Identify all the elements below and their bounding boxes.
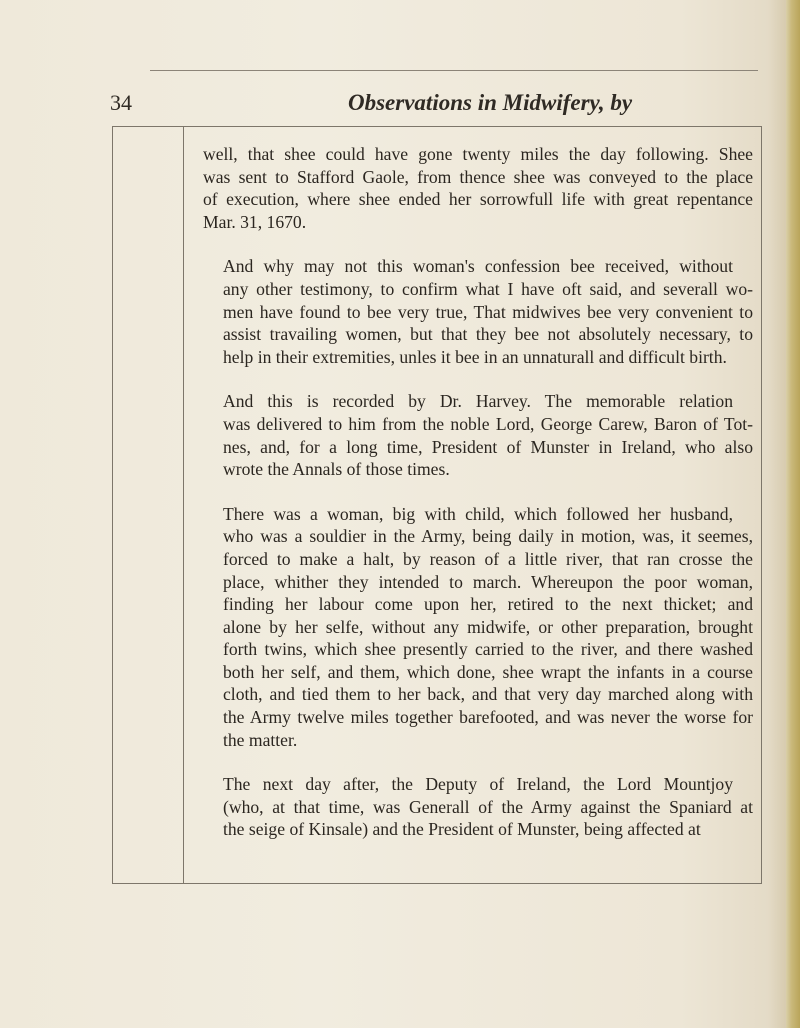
text-line: well, that shee could have gone twenty miles the day following. Shee	[203, 144, 753, 164]
text-line: forth twins, which shee presently carried to the river, and there washed	[223, 639, 753, 660]
text-line: nes, and, for a long time, President of Munster in Ireland, who also	[223, 436, 753, 457]
paragraph	[203, 503, 753, 752]
running-title: Observations in Midwifery, by	[348, 90, 633, 115]
margin-rule	[183, 126, 184, 884]
text-line: the seige of Kinsale) and the President of Munster, being affected at	[223, 819, 701, 840]
text-line: men have found to bee very true, That midwives bee very convenient to	[223, 301, 753, 322]
text-line: any other testimony, to confirm what I have oft said, and severall wo-	[223, 278, 753, 299]
text-line: the Army twelve miles together barefooted, and was never the worse for	[223, 707, 753, 728]
text-line: forced to make a halt, by reason of a little river, that ran crosse the	[223, 548, 753, 569]
text-line: place, whither they intended to march. Whereupon the poor woman,	[223, 571, 753, 592]
text-line: There was a woman, big with child, which followed her husband,	[223, 503, 733, 524]
text-line: And why may not this woman's confession bee received, without	[223, 256, 733, 277]
text-line: The next day after, the Deputy of Ireland, the Lord Mountjoy	[223, 774, 733, 795]
text-line: finding her labour come upon her, retired to the next thicket; and	[223, 594, 753, 615]
page-number: 34	[110, 90, 132, 115]
text-line: Mar. 31, 1670.	[203, 211, 307, 232]
text-line: (who, at that time, was Generall of the Army against the Spaniard at	[223, 796, 753, 817]
text-line: was sent to Stafford Gaole, from thence shee was conveyed to the place	[203, 166, 753, 187]
text-line: the matter.	[223, 729, 298, 750]
text-line: cloth, and tied them to her back, and that very day marched along with	[223, 684, 753, 705]
top-rule	[150, 70, 758, 71]
text-line: help in their extremities, unles it bee in an unnaturall and difficult birth.	[223, 346, 727, 367]
text-line: alone by her selfe, without any midwife, or other preparation, brought	[223, 616, 753, 637]
paragraph	[203, 390, 753, 480]
page-header	[110, 90, 765, 126]
text-line: who was a souldier in the Army, being daily in motion, was, it seemes,	[223, 526, 753, 547]
paragraph	[203, 773, 753, 841]
text-line: wrote the Annals of those times.	[223, 459, 450, 480]
text-line: was delivered to him from the noble Lord, George Carew, Baron of Tot-	[223, 413, 753, 434]
text-line: both her self, and them, which done, shee wrapt the infants in a course	[223, 661, 753, 682]
text-line: And this is recorded by Dr. Harvey. The memorable relation	[223, 391, 733, 412]
text-line: assist travailing women, but that they bee not absolutely necessary, to	[223, 324, 753, 345]
paragraph	[203, 255, 753, 368]
body-text	[203, 143, 753, 863]
text-line: of execution, where shee ended her sorrowfull life with great repentance	[203, 189, 753, 210]
page-edge	[786, 0, 800, 1028]
paragraph	[203, 143, 753, 233]
